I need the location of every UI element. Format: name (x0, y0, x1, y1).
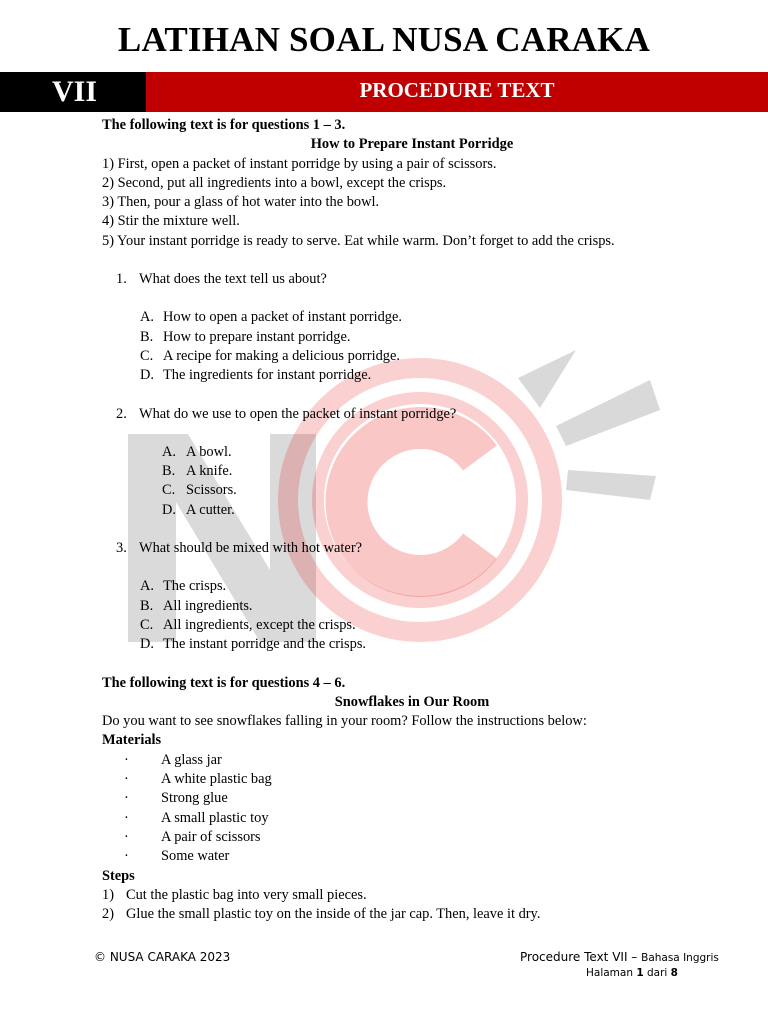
question-number: 3. (116, 540, 127, 557)
option (102, 501, 722, 520)
bullet-glyph: · (124, 848, 129, 865)
material-text: A pair of scissors (161, 828, 261, 845)
bullet-glyph: · (124, 809, 129, 826)
question-number: 2. (116, 405, 127, 422)
section2-lead: Do you want to see snowflakes falling in your room? Follow the instructions below: (102, 713, 587, 730)
question-text: What do we use to open the packet of instant porridge? (139, 405, 457, 422)
option (102, 328, 722, 347)
footer-subject: Bahasa Inggris (641, 952, 719, 964)
material-item (102, 789, 722, 808)
question-1 (102, 270, 722, 289)
page-current: 1 (636, 967, 644, 979)
option-letter: A. (140, 309, 154, 326)
step-number: 2) (102, 906, 114, 923)
option-text: A recipe for making a delicious porridge. (163, 347, 400, 364)
option-text: How to prepare instant porridge. (163, 328, 351, 345)
question-3 (102, 539, 722, 558)
material-item (102, 751, 722, 770)
page-mid: dari (643, 967, 671, 979)
option (102, 577, 722, 596)
step-item (102, 886, 722, 905)
option (102, 366, 722, 385)
question-text: What does the text tell us about? (139, 271, 327, 288)
step-text: Cut the plastic bag into very small pieces. (126, 886, 367, 903)
option-letter: A. (162, 443, 176, 460)
option-letter: D. (140, 636, 154, 653)
option-letter: B. (162, 463, 176, 480)
step-item (102, 905, 722, 924)
bullet-glyph: · (124, 771, 129, 788)
option-text: Scissors. (186, 482, 237, 499)
material-text: Some water (161, 848, 230, 865)
option-text: The ingredients for instant porridge. (163, 367, 372, 384)
option-text: A bowl. (186, 443, 232, 460)
page-prefix: Halaman (586, 967, 637, 979)
step-text: Glue the small plastic toy on the inside of the jar cap. Then, leave it dry. (126, 906, 541, 923)
option-letter: B. (140, 328, 154, 345)
option-letter: C. (140, 616, 154, 633)
bullet-glyph: · (124, 790, 129, 807)
footer-copyright: © NUSA CARAKA 2023 (94, 950, 231, 964)
footer-doc: Procedure Text VII – (520, 950, 642, 964)
option-text: A cutter. (186, 501, 235, 518)
topic-band (146, 72, 768, 112)
materials-label: Materials (102, 732, 162, 749)
section2-intro: The following text is for questions 4 – 6. (102, 674, 346, 691)
material-item (102, 828, 722, 847)
document-body (102, 116, 722, 924)
procedure-line: 5) Your instant porridge is ready to serve. Eat while warm. Don’t forget to add the crisps. (102, 232, 615, 249)
section2-heading: Snowflakes in Our Room (334, 693, 490, 710)
bullet-glyph: · (124, 751, 129, 768)
procedure-line: 3) Then, pour a glass of hot water into the bowl. (102, 194, 380, 211)
step-number: 1) (102, 886, 114, 903)
topic-label: PROCEDURE TEXT (359, 78, 555, 102)
option (102, 347, 722, 366)
option-letter: D. (162, 501, 176, 518)
steps-label: Steps (102, 867, 135, 884)
option-text: The instant porridge and the crisps. (163, 636, 367, 653)
page-title: LATIHAN SOAL NUSA CARAKA (117, 20, 651, 59)
bullet-glyph: · (124, 828, 129, 845)
option (102, 597, 722, 616)
option-text: All ingredients. (163, 597, 253, 614)
material-item (102, 847, 722, 866)
material-text: A white plastic bag (161, 771, 272, 788)
procedure-line: 1) First, open a packet of instant porridge by using a pair of scissors. (102, 155, 497, 172)
option-letter: A. (140, 578, 154, 595)
option (102, 635, 722, 654)
option-text: All ingredients, except the crisps. (163, 616, 356, 633)
section1-intro: The following text is for questions 1 – 3. (102, 117, 346, 133)
option (102, 481, 722, 500)
procedure-line: 2) Second, put all ingredients into a bowl, except the crisps. (102, 174, 447, 191)
grade-band (0, 72, 146, 112)
option-letter: C. (140, 347, 154, 364)
material-text: A glass jar (161, 751, 222, 768)
option (102, 443, 722, 462)
option (102, 462, 722, 481)
option-text: A knife. (186, 463, 233, 480)
page-total: 8 (670, 967, 678, 979)
footer-doc-title (520, 950, 719, 964)
grade-label: VII (52, 75, 98, 108)
option-text: How to open a packet of instant porridge. (163, 309, 402, 326)
option (102, 308, 722, 327)
procedure-line: 4) Stir the mixture well. (102, 213, 240, 230)
section1-heading: How to Prepare Instant Porridge (310, 136, 514, 153)
option-letter: D. (140, 367, 154, 384)
option-letter: C. (162, 482, 176, 499)
question-number: 1. (116, 271, 127, 288)
option (102, 616, 722, 635)
question-2 (102, 405, 722, 424)
option-letter: B. (140, 597, 154, 614)
material-item (102, 770, 722, 789)
material-item (102, 809, 722, 828)
footer-page-number (586, 967, 678, 979)
question-text: What should be mixed with hot water? (139, 540, 362, 557)
option-text: The crisps. (163, 578, 227, 595)
material-text: Strong glue (161, 790, 228, 807)
material-text: A small plastic toy (161, 809, 269, 826)
